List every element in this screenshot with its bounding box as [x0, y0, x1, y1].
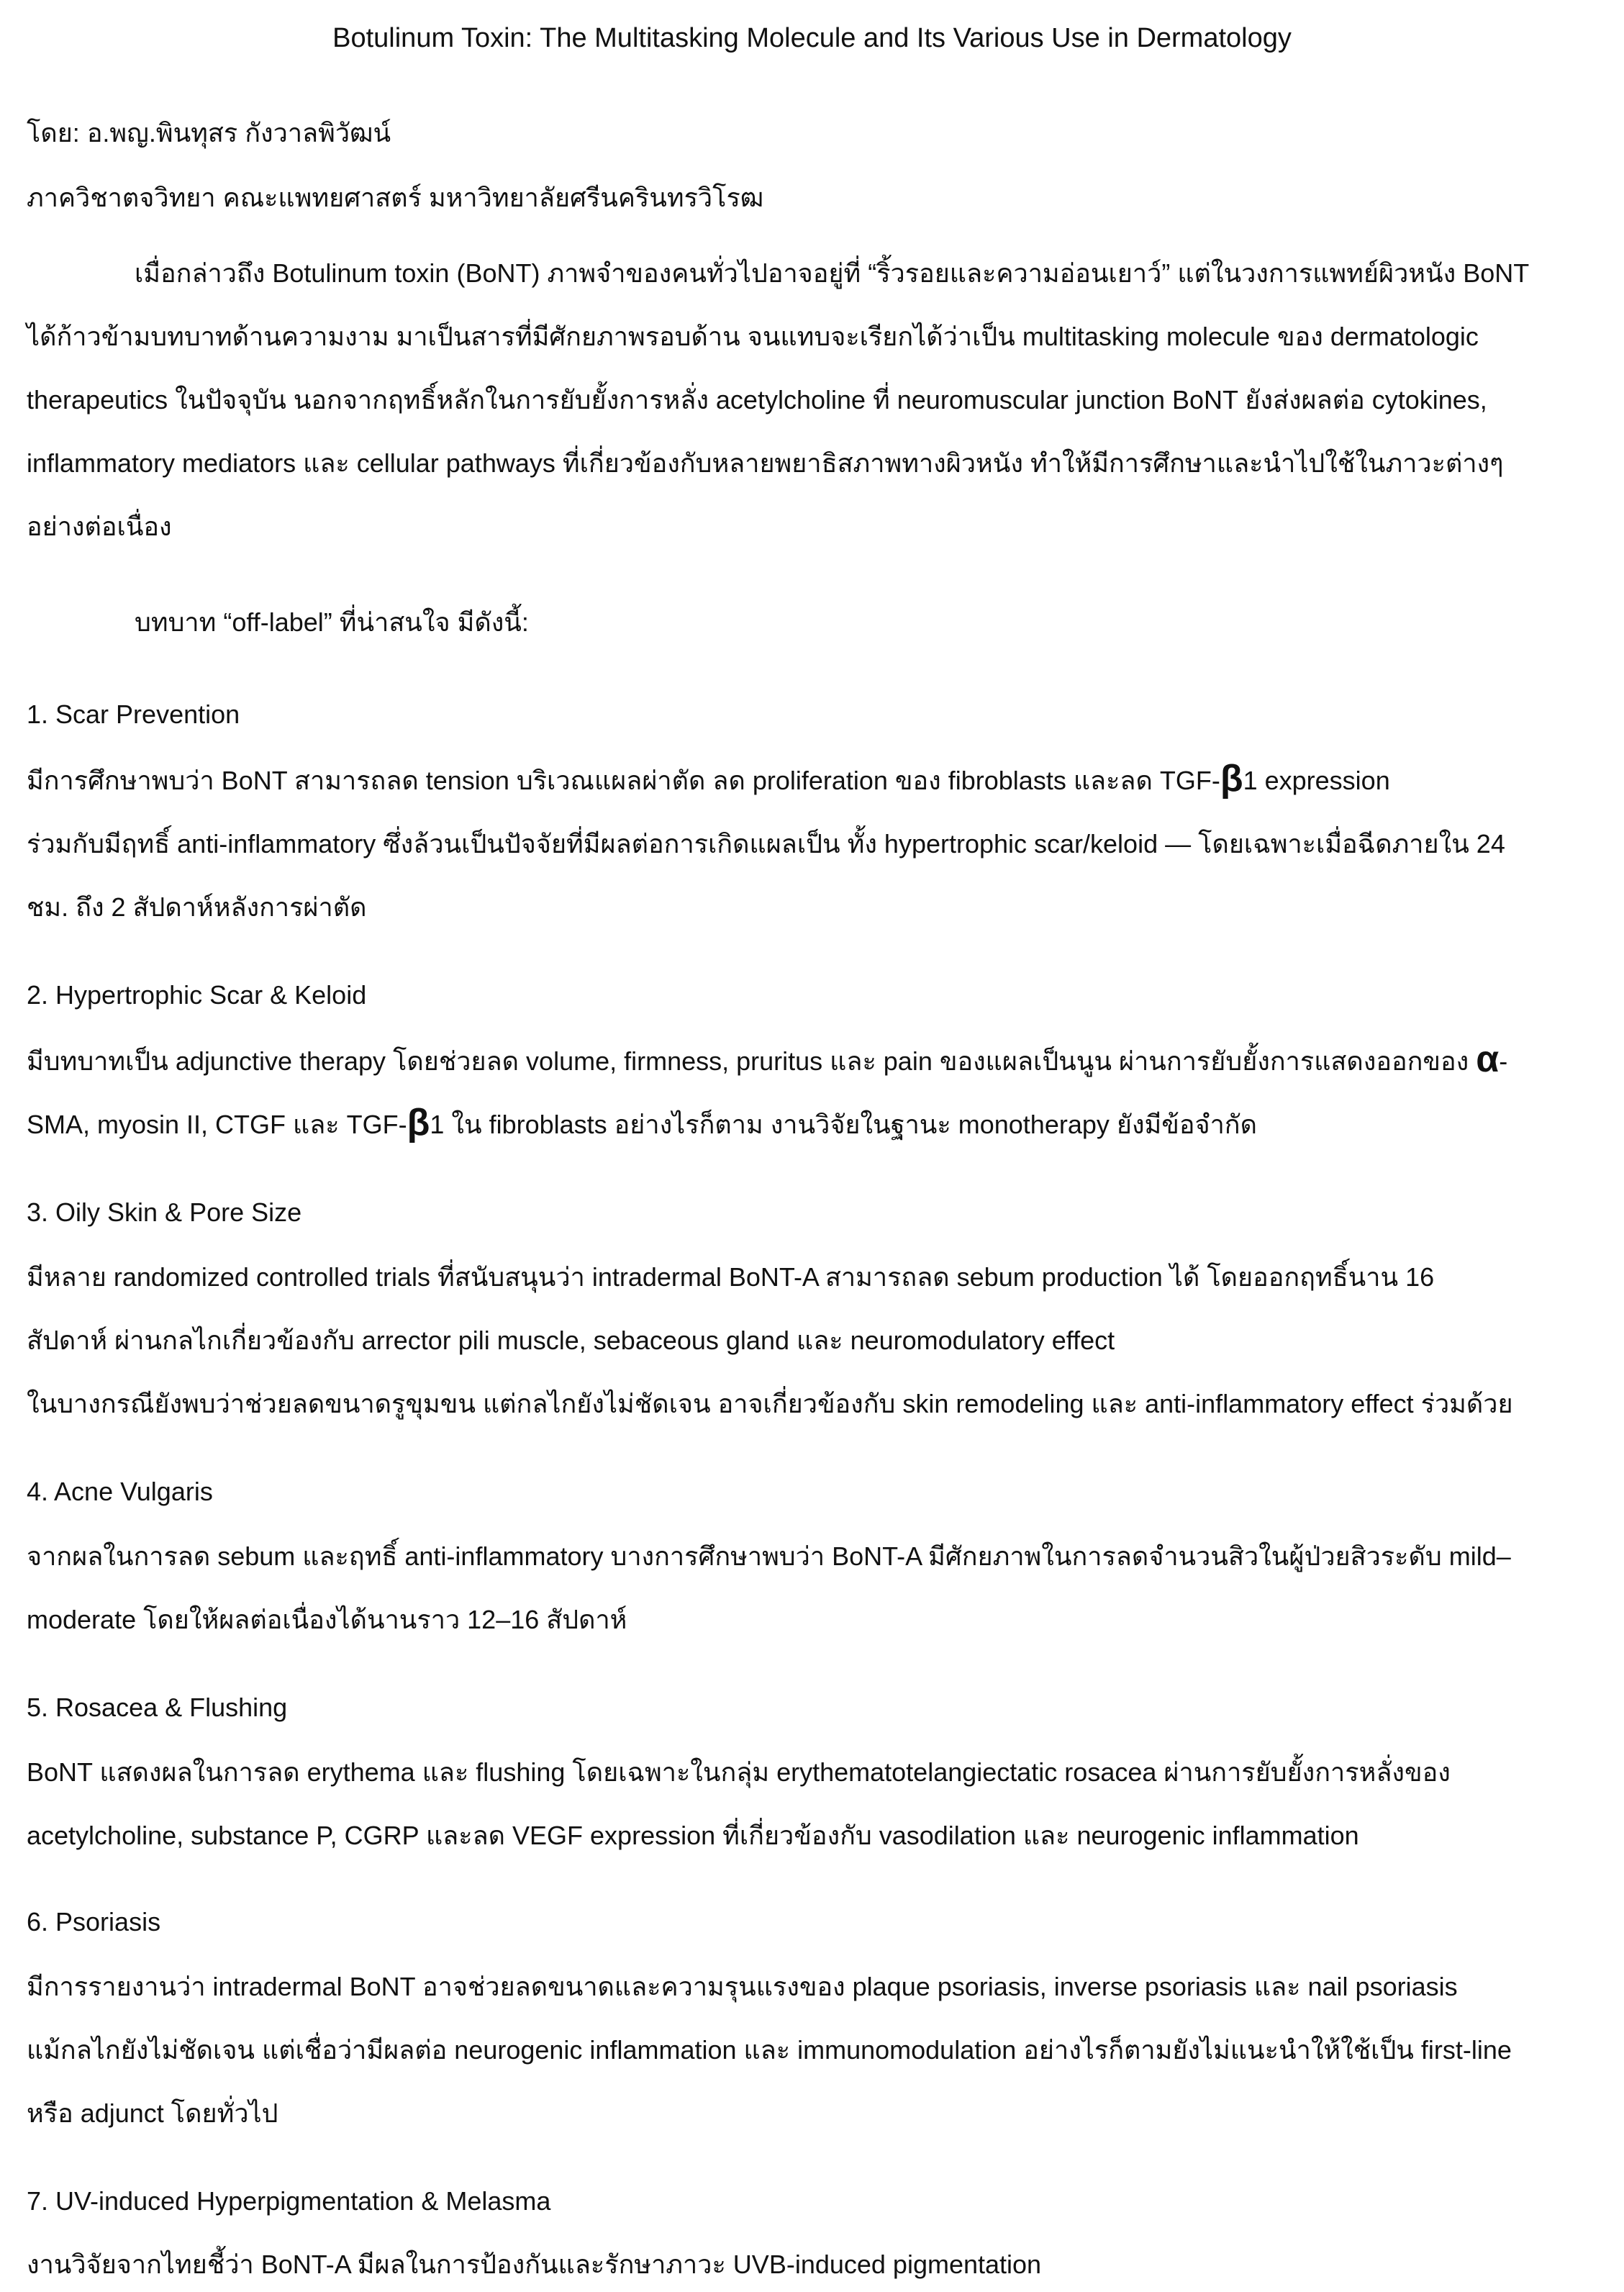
- author-line: โดย: อ.พญ.พินทุสร กังวาลพิวัฒน์: [27, 118, 391, 148]
- section-heading: 2. Hypertrophic Scar & Keloid: [27, 980, 367, 1010]
- section-heading: 3. Oily Skin & Pore Size: [27, 1197, 302, 1227]
- beta-symbol: β: [407, 1102, 430, 1143]
- section-line: acetylcholine, substance P, CGRP และลด VEGF expression ที่เกี่ยวข้องกับ vasodilation และ neurogenic inflammation: [27, 1821, 1359, 1850]
- section-line: มีหลาย randomized controlled trials ที่สนับสนุนว่า intradermal BoNT-A สามารถลด sebum production ได้ โดยออกฤทธิ์นาน 16: [27, 1262, 1435, 1292]
- intro-line: อย่างต่อเนื่อง: [27, 512, 172, 541]
- text-run: 1 expression: [1243, 766, 1390, 795]
- beta-symbol: β: [1220, 758, 1243, 800]
- section-heading: 5. Rosacea & Flushing: [27, 1693, 288, 1722]
- section-line: แม้กลไกยังไม่ชัดเจน แต่เชื่อว่ามีผลต่อ neurogenic inflammation และ immunomodulation อย่างไรก็ตามยังไม่แนะนำให้ใช้เป็น first-line: [27, 2035, 1512, 2065]
- section-line: [27, 758, 1390, 800]
- intro-line: เมื่อกล่าวถึง Botulinum toxin (BoNT) ภาพจำของคนทั่วไปอาจอยู่ที่ “ริ้วรอยและความอ่อนเยาว์” แต่ในวงการแพทย์ผิวหนัง BoNT: [135, 258, 1530, 288]
- section-heading: 4. Acne Vulgaris: [27, 1477, 213, 1506]
- section-line: ในบางกรณียังพบว่าช่วยลดขนาดรูขุมขน แต่กลไกยังไม่ชัดเจน อาจเกี่ยวข้องกับ skin remodeling และ anti-inflammatory effect ร่วมด้วย: [27, 1389, 1513, 1418]
- section-heading: 7. UV-induced Hyperpigmentation & Melasma: [27, 2186, 551, 2216]
- section-line: [27, 1102, 1257, 1143]
- text-run: 1 ใน fibroblasts อย่างไรก็ตาม งานวิจัยในฐานะ monotherapy ยังมีข้อจำกัด: [430, 1110, 1257, 1139]
- off-label-lead: บทบาท “off-label” ที่น่าสนใจ มีดังนี้:: [135, 607, 529, 637]
- text-run: -: [1499, 1046, 1508, 1076]
- alpha-symbol: α: [1476, 1038, 1500, 1080]
- intro-line: therapeutics ในปัจจุบัน นอกจากฤทธิ์หลักในการยับยั้งการหลั่ง acetylcholine ที่ neuromuscular junction BoNT ยังส่งผลต่อ cytokines,: [27, 385, 1487, 415]
- section-line: moderate โดยให้ผลต่อเนื่องได้นานราว 12–16 สัปดาห์: [27, 1605, 627, 1634]
- section-line: [27, 1038, 1508, 1080]
- section-line: ชม. ถึง 2 สัปดาห์หลังการผ่าตัด: [27, 892, 367, 922]
- text-run: SMA, myosin II, CTGF และ TGF-: [27, 1110, 407, 1139]
- section-line: BoNT แสดงผลในการลด erythema และ flushing โดยเฉพาะในกลุ่ม erythematotelangiectatic rosacea ผ่านการยับยั้งการหลั่งของ: [27, 1757, 1451, 1787]
- intro-line: ได้ก้าวข้ามบทบาทด้านความงาม มาเป็นสารที่มีศักยภาพรอบด้าน จนแทบจะเรียกได้ว่าเป็น multitasking molecule ของ dermatologic: [27, 322, 1479, 351]
- text-run: มีการศึกษาพบว่า BoNT สามารถลด tension บริเวณแผลผ่าตัด ลด proliferation ของ fibroblasts และลด TGF-: [27, 766, 1220, 795]
- section-line: มีการรายงานว่า intradermal BoNT อาจช่วยลดขนาดและความรุนแรงของ plaque psoriasis, inverse psoriasis และ nail psoriasis: [27, 1972, 1458, 2001]
- text-run: มีบทบาทเป็น adjunctive therapy โดยช่วยลด volume, firmness, pruritus และ pain ของแผลเป็นนูน ผ่านการยับยั้งการแสดงออกของ: [27, 1046, 1476, 1076]
- section-line: หรือ adjunct โดยทั่วไป: [27, 2098, 278, 2128]
- section-heading: 1. Scar Prevention: [27, 699, 240, 729]
- section-line: ร่วมกับมีฤทธิ์ anti-inflammatory ซึ่งล้วนเป็นปัจจัยที่มีผลต่อการเกิดแผลเป็น ทั้ง hypertrophic scar/keloid — โดยเฉพาะเมื่อฉีดภายใน 24: [27, 829, 1505, 859]
- section-heading: 6. Psoriasis: [27, 1907, 161, 1937]
- section-line: งานวิจัยจากไทยชี้ว่า BoNT-A มีผลในการป้องกันและรักษาภาวะ UVB-induced pigmentation: [27, 2250, 1042, 2279]
- section-line: สัปดาห์ ผ่านกลไกเกี่ยวข้องกับ arrector pili muscle, sebaceous gland และ neuromodulatory effect: [27, 1326, 1115, 1355]
- affiliation-line: ภาควิชาตจวิทยา คณะแพทยศาสตร์ มหาวิทยาลัยศรีนครินทรวิโรฒ: [27, 183, 764, 212]
- intro-line: inflammatory mediators และ cellular pathways ที่เกี่ยวข้องกับหลายพยาธิสภาพทางผิวหนัง ทำให้มีการศึกษาและนำไปใช้ในภาวะต่างๆ: [27, 448, 1504, 478]
- section-line: จากผลในการลด sebum และฤทธิ์ anti-inflammatory บางการศึกษาพบว่า BoNT-A มีศักยภาพในการลดจำนวนสิวในผู้ป่วยสิวระดับ mild–: [27, 1541, 1511, 1571]
- document-title: Botulinum Toxin: The Multitasking Molecule and Its Various Use in Dermatology: [332, 23, 1292, 53]
